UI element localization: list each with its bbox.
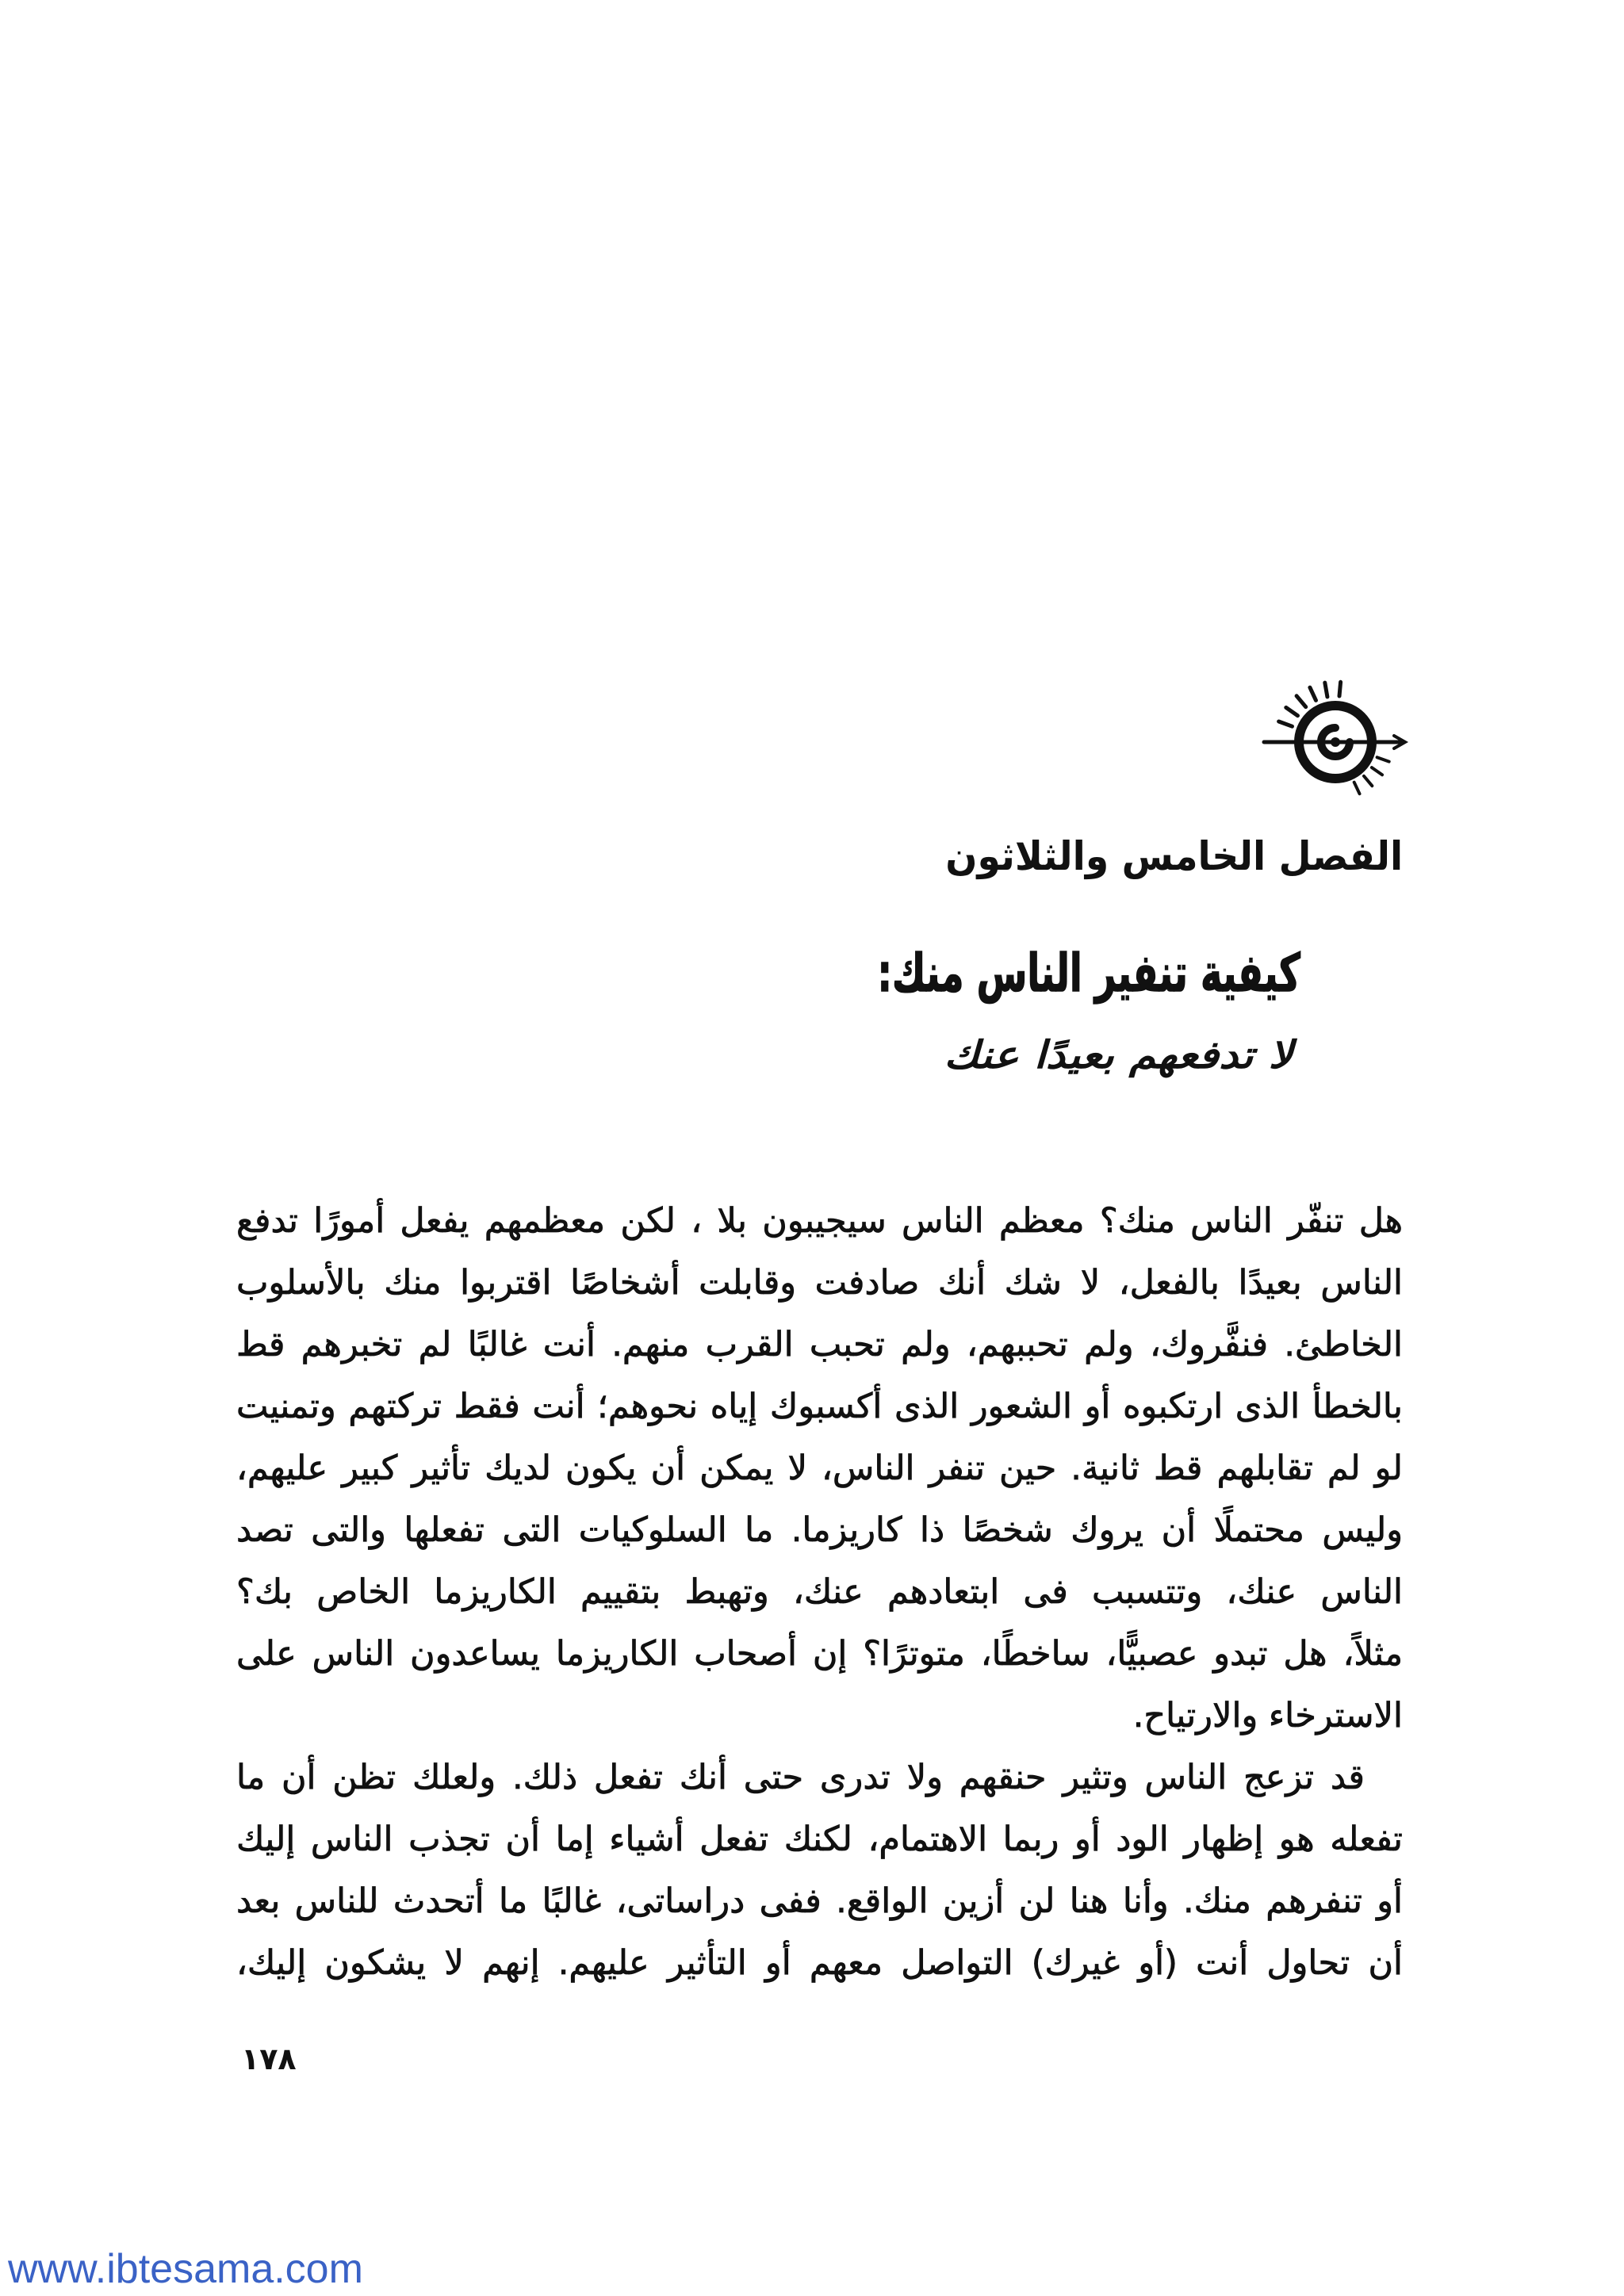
text-line: الناس بعيدًا بالفعل، لا شك أنك صادفت وقابلت أشخاصًا اقتربوا منك بالأسلوب [236,1263,1403,1303]
text-line: أو تنفرهم منك. وأنا هنا لن أزين الواقع. ففى دراساتى، غالبًا ما أتحدث للناس بعد [236,1881,1403,1921]
text-line: لو لم تقابلهم قط ثانية. حين تنفر الناس، لا يمكن أن يكون لديك تأثير كبير عليهم، [236,1448,1403,1488]
page-number: ١٧٨ [241,2042,297,2076]
chapter-label: الفصل الخامس والثلاثون [945,833,1403,879]
chapter-emblem-icon [1259,679,1408,799]
text-line: أن تحاول أنت (أو غيرك) التواصل معهم أو التأثير عليهم. إنهم لا يشكون إليك، [236,1943,1403,1983]
text-line: الخاطئ. فنفَّروك، ولم تحببهم، ولم تحبب القرب منهم. أنت غالبًا لم تخبرهم قط [236,1325,1403,1364]
text-line: هل تنفّر الناس منك؟ معظم الناس سيجيبون بلا ، لكن معظمهم يفعل أمورًا تدفع [236,1201,1403,1241]
text-line: تفعله هو إظهار الود أو ربما الاهتمام، لكنك تفعل أشياء إما أن تجذب الناس إليك [236,1820,1403,1859]
text-line: مثلاً، هل تبدو عصبيًّا، ساخطًا، متوترًا؟ إن أصحاب الكاريزما يساعدون الناس على [236,1634,1403,1674]
paragraph [236,1190,1403,1747]
paragraph [236,1747,1403,1994]
text-line: الاسترخاء والارتياح. [1132,1696,1403,1735]
text-line: الناس عنك، وتتسبب فى ابتعادهم عنك، وتهبط بتقييم الكاريزما الخاص بك؟ [236,1572,1403,1612]
chapter-title: كيفية تنفير الناس منك: [877,943,1300,1004]
watermark: www.ibtesama.com [8,2246,363,2292]
text-line: بالخطأ الذى ارتكبوه أو الشعور الذى أكسبوك إياه نحوهم؛ أنت فقط تركتهم وتمنيت [236,1387,1403,1426]
text-line: قد تزعج الناس وتثير حنقهم ولا تدرى حتى أنك تفعل ذلك. ولعلك تظن أن ما [236,1758,1365,1797]
chapter-subtitle: لا تدفعهم بعيدًا عنك [944,1033,1293,1077]
text-line: وليس محتملًا أن يروك شخصًا ذا كاريزما. ما السلوكيات التى تفعلها والتى تصد [236,1510,1403,1550]
body-text [236,1190,1403,1994]
